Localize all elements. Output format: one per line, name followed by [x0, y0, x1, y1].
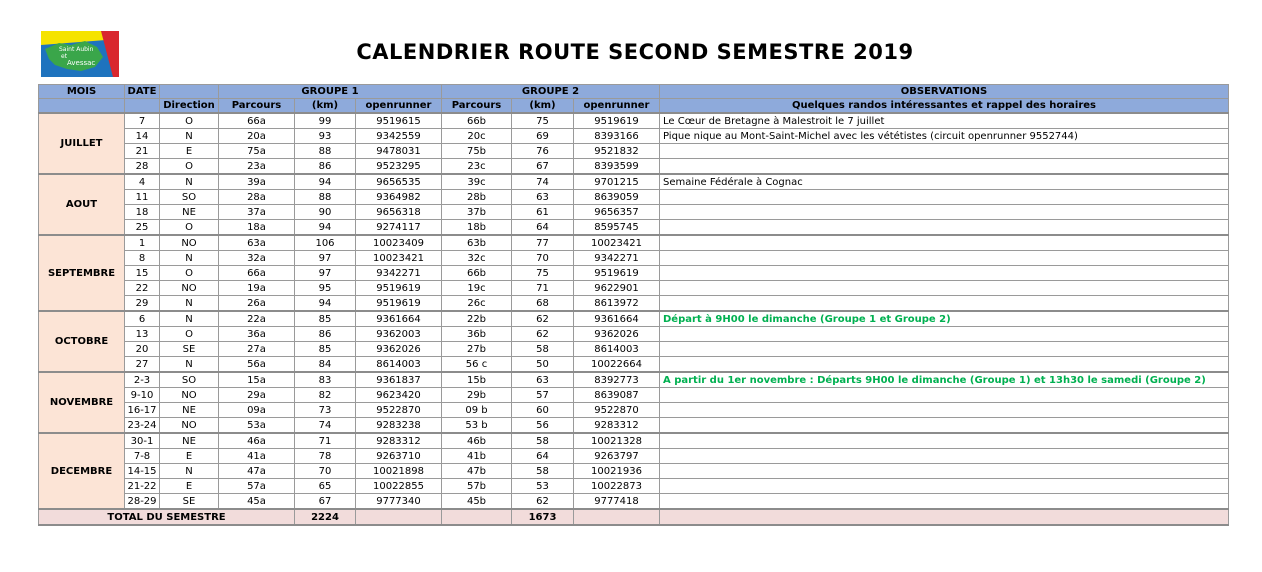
total-blank — [442, 509, 512, 525]
observation-cell — [660, 144, 1229, 159]
km2-cell: 74 — [512, 174, 574, 190]
parcours2-cell: 47b — [442, 464, 512, 479]
openrunner2-cell: 9342271 — [574, 251, 660, 266]
parcours2-cell: 45b — [442, 494, 512, 510]
parcours1-cell: 29a — [219, 388, 295, 403]
km2-cell: 61 — [512, 205, 574, 220]
direction-cell: O — [160, 159, 219, 175]
observation-cell: Pique nique au Mont-Saint-Michel avec les vététistes (circuit openrunner 9552744) — [660, 129, 1229, 144]
observation-cell — [660, 281, 1229, 296]
direction-cell: SE — [160, 342, 219, 357]
openrunner1-cell: 9283312 — [356, 433, 442, 449]
parcours1-cell: 66a — [219, 266, 295, 281]
observation-cell: Départ à 9H00 le dimanche (Groupe 1 et Groupe 2) — [660, 311, 1229, 327]
total-blank — [356, 509, 442, 525]
date-cell: 22 — [125, 281, 160, 296]
date-cell: 18 — [125, 205, 160, 220]
table-row — [39, 494, 1229, 510]
parcours1-cell: 20a — [219, 129, 295, 144]
openrunner2-cell: 9521832 — [574, 144, 660, 159]
table-row — [39, 449, 1229, 464]
openrunner1-cell: 9523295 — [356, 159, 442, 175]
km2-cell: 75 — [512, 266, 574, 281]
direction-cell: NE — [160, 403, 219, 418]
openrunner2-cell: 10021936 — [574, 464, 660, 479]
total-row — [39, 509, 1229, 525]
month-label: NOVEMBRE — [39, 372, 125, 433]
header-direction: Direction — [160, 99, 219, 114]
parcours2-cell: 39c — [442, 174, 512, 190]
km2-cell: 63 — [512, 372, 574, 388]
calendar-table — [38, 84, 1229, 526]
openrunner1-cell: 10023409 — [356, 235, 442, 251]
openrunner2-cell: 8595745 — [574, 220, 660, 236]
header-obs-sub: Quelques randos intéressantes et rappel des horaires — [660, 99, 1229, 114]
table-row — [39, 342, 1229, 357]
direction-cell: SO — [160, 190, 219, 205]
parcours1-cell: 53a — [219, 418, 295, 434]
date-cell: 20 — [125, 342, 160, 357]
km1-cell: 85 — [295, 342, 356, 357]
table-row — [39, 205, 1229, 220]
page-title: CALENDRIER ROUTE SECOND SEMESTRE 2019 — [356, 40, 914, 64]
parcours2-cell: 57b — [442, 479, 512, 494]
parcours2-cell: 46b — [442, 433, 512, 449]
table-row — [39, 174, 1229, 190]
parcours2-cell: 37b — [442, 205, 512, 220]
openrunner1-cell: 9342559 — [356, 129, 442, 144]
table-row — [39, 281, 1229, 296]
observation-cell — [660, 357, 1229, 373]
observation-cell — [660, 220, 1229, 236]
parcours2-cell: 09 b — [442, 403, 512, 418]
observation-cell — [660, 251, 1229, 266]
header-blank — [125, 99, 160, 114]
parcours1-cell: 45a — [219, 494, 295, 510]
total-km1: 2224 — [295, 509, 356, 525]
parcours1-cell: 18a — [219, 220, 295, 236]
openrunner1-cell: 9777340 — [356, 494, 442, 510]
date-cell: 7-8 — [125, 449, 160, 464]
month-label: OCTOBRE — [39, 311, 125, 372]
parcours1-cell: 41a — [219, 449, 295, 464]
openrunner2-cell: 9519619 — [574, 113, 660, 129]
logo-line2: et — [61, 53, 68, 60]
table-row — [39, 372, 1229, 388]
km1-cell: 88 — [295, 144, 356, 159]
direction-cell: E — [160, 479, 219, 494]
parcours2-cell: 19c — [442, 281, 512, 296]
openrunner1-cell: 9519615 — [356, 113, 442, 129]
header-date: DATE — [125, 85, 160, 99]
date-cell: 28-29 — [125, 494, 160, 510]
openrunner1-cell: 9362003 — [356, 327, 442, 342]
parcours1-cell: 23a — [219, 159, 295, 175]
direction-cell: N — [160, 296, 219, 312]
km1-cell: 90 — [295, 205, 356, 220]
table-row — [39, 357, 1229, 373]
parcours2-cell: 66b — [442, 113, 512, 129]
parcours1-cell: 66a — [219, 113, 295, 129]
table-row — [39, 113, 1229, 129]
date-cell: 23-24 — [125, 418, 160, 434]
header-row-1 — [39, 85, 1229, 99]
parcours1-cell: 09a — [219, 403, 295, 418]
km1-cell: 67 — [295, 494, 356, 510]
observation-cell — [660, 159, 1229, 175]
table-row — [39, 266, 1229, 281]
direction-cell: NO — [160, 235, 219, 251]
parcours2-cell: 22b — [442, 311, 512, 327]
direction-cell: E — [160, 144, 219, 159]
direction-cell: N — [160, 311, 219, 327]
km2-cell: 62 — [512, 327, 574, 342]
km2-cell: 58 — [512, 464, 574, 479]
observation-cell — [660, 418, 1229, 434]
table-row — [39, 235, 1229, 251]
openrunner1-cell: 9623420 — [356, 388, 442, 403]
logo-line3: Avessac — [67, 59, 96, 67]
parcours1-cell: 57a — [219, 479, 295, 494]
parcours1-cell: 26a — [219, 296, 295, 312]
km1-cell: 82 — [295, 388, 356, 403]
km2-cell: 68 — [512, 296, 574, 312]
openrunner1-cell: 9522870 — [356, 403, 442, 418]
table-row — [39, 388, 1229, 403]
parcours1-cell: 39a — [219, 174, 295, 190]
openrunner1-cell: 9361664 — [356, 311, 442, 327]
direction-cell: SO — [160, 372, 219, 388]
date-cell: 7 — [125, 113, 160, 129]
km1-cell: 84 — [295, 357, 356, 373]
header-blank — [39, 99, 125, 114]
openrunner1-cell: 9656535 — [356, 174, 442, 190]
direction-cell: O — [160, 220, 219, 236]
date-cell: 16-17 — [125, 403, 160, 418]
km1-cell: 99 — [295, 113, 356, 129]
direction-cell: NE — [160, 433, 219, 449]
parcours2-cell: 29b — [442, 388, 512, 403]
date-cell: 4 — [125, 174, 160, 190]
date-cell: 6 — [125, 311, 160, 327]
openrunner1-cell: 9362026 — [356, 342, 442, 357]
openrunner1-cell: 9263710 — [356, 449, 442, 464]
date-cell: 21-22 — [125, 479, 160, 494]
table-row — [39, 418, 1229, 434]
openrunner1-cell: 9274117 — [356, 220, 442, 236]
openrunner2-cell: 9622901 — [574, 281, 660, 296]
openrunner1-cell: 10022855 — [356, 479, 442, 494]
openrunner2-cell: 8393599 — [574, 159, 660, 175]
date-cell: 28 — [125, 159, 160, 175]
table-row — [39, 190, 1229, 205]
parcours2-cell: 28b — [442, 190, 512, 205]
direction-cell: O — [160, 266, 219, 281]
km1-cell: 106 — [295, 235, 356, 251]
date-cell: 21 — [125, 144, 160, 159]
km2-cell: 77 — [512, 235, 574, 251]
openrunner2-cell: 9519619 — [574, 266, 660, 281]
km2-cell: 71 — [512, 281, 574, 296]
total-blank — [660, 509, 1229, 525]
header-mois: MOIS — [39, 85, 125, 99]
observation-cell — [660, 296, 1229, 312]
km2-cell: 60 — [512, 403, 574, 418]
direction-cell: SE — [160, 494, 219, 510]
observation-cell — [660, 266, 1229, 281]
openrunner2-cell: 8613972 — [574, 296, 660, 312]
observation-cell — [660, 388, 1229, 403]
table-row — [39, 159, 1229, 175]
observation-cell — [660, 327, 1229, 342]
parcours2-cell: 66b — [442, 266, 512, 281]
openrunner1-cell: 9364982 — [356, 190, 442, 205]
direction-cell: E — [160, 449, 219, 464]
table-row — [39, 403, 1229, 418]
openrunner2-cell: 9283312 — [574, 418, 660, 434]
km1-cell: 97 — [295, 251, 356, 266]
observation-cell — [660, 403, 1229, 418]
openrunner2-cell: 8614003 — [574, 342, 660, 357]
km2-cell: 62 — [512, 494, 574, 510]
km1-cell: 78 — [295, 449, 356, 464]
km1-cell: 83 — [295, 372, 356, 388]
direction-cell: N — [160, 129, 219, 144]
parcours1-cell: 22a — [219, 311, 295, 327]
parcours2-cell: 63b — [442, 235, 512, 251]
parcours2-cell: 18b — [442, 220, 512, 236]
date-cell: 27 — [125, 357, 160, 373]
date-cell: 1 — [125, 235, 160, 251]
observation-cell — [660, 205, 1229, 220]
total-km2: 1673 — [512, 509, 574, 525]
date-cell: 30-1 — [125, 433, 160, 449]
km1-cell: 97 — [295, 266, 356, 281]
direction-cell: NO — [160, 418, 219, 434]
parcours1-cell: 36a — [219, 327, 295, 342]
openrunner2-cell: 9361664 — [574, 311, 660, 327]
date-cell: 14 — [125, 129, 160, 144]
km1-cell: 95 — [295, 281, 356, 296]
parcours1-cell: 56a — [219, 357, 295, 373]
parcours1-cell: 27a — [219, 342, 295, 357]
direction-cell: N — [160, 251, 219, 266]
parcours1-cell: 46a — [219, 433, 295, 449]
header-observations: OBSERVATIONS — [660, 85, 1229, 99]
table-row — [39, 327, 1229, 342]
openrunner2-cell: 8393166 — [574, 129, 660, 144]
openrunner1-cell: 10021898 — [356, 464, 442, 479]
parcours2-cell: 41b — [442, 449, 512, 464]
openrunner1-cell: 9519619 — [356, 281, 442, 296]
table-row — [39, 311, 1229, 327]
openrunner2-cell: 10022664 — [574, 357, 660, 373]
parcours1-cell: 32a — [219, 251, 295, 266]
km2-cell: 69 — [512, 129, 574, 144]
parcours2-cell: 56 c — [442, 357, 512, 373]
km1-cell: 88 — [295, 190, 356, 205]
km2-cell: 67 — [512, 159, 574, 175]
observation-cell: Semaine Fédérale à Cognac — [660, 174, 1229, 190]
total-label: TOTAL DU SEMESTRE — [39, 509, 295, 525]
table-row — [39, 251, 1229, 266]
month-label: JUILLET — [39, 113, 125, 174]
month-label: DECEMBRE — [39, 433, 125, 509]
observation-cell — [660, 479, 1229, 494]
table-row — [39, 220, 1229, 236]
km2-cell: 57 — [512, 388, 574, 403]
parcours1-cell: 37a — [219, 205, 295, 220]
logo-line1: Saint Aubin — [59, 46, 94, 53]
header-blank — [160, 85, 219, 99]
observation-cell: A partir du 1er novembre : Départs 9H00 le dimanche (Groupe 1) et 13h30 le samedi (Groupe 2) — [660, 372, 1229, 388]
direction-cell: N — [160, 357, 219, 373]
km1-cell: 94 — [295, 174, 356, 190]
openrunner2-cell: 9263797 — [574, 449, 660, 464]
date-cell: 2-3 — [125, 372, 160, 388]
direction-cell: NO — [160, 281, 219, 296]
parcours2-cell: 36b — [442, 327, 512, 342]
parcours2-cell: 32c — [442, 251, 512, 266]
direction-cell: N — [160, 174, 219, 190]
parcours1-cell: 28a — [219, 190, 295, 205]
parcours1-cell: 47a — [219, 464, 295, 479]
km1-cell: 94 — [295, 220, 356, 236]
header-parcours-2: Parcours — [442, 99, 512, 114]
openrunner2-cell: 9701215 — [574, 174, 660, 190]
openrunner2-cell: 8392773 — [574, 372, 660, 388]
parcours1-cell: 63a — [219, 235, 295, 251]
club-logo — [41, 31, 119, 77]
header-groupe2: GROUPE 2 — [442, 85, 660, 99]
observation-cell — [660, 494, 1229, 510]
km1-cell: 85 — [295, 311, 356, 327]
parcours2-cell: 20c — [442, 129, 512, 144]
km2-cell: 64 — [512, 220, 574, 236]
openrunner2-cell: 10021328 — [574, 433, 660, 449]
openrunner1-cell: 9361837 — [356, 372, 442, 388]
table-row — [39, 433, 1229, 449]
km1-cell: 71 — [295, 433, 356, 449]
km2-cell: 58 — [512, 433, 574, 449]
total-blank — [574, 509, 660, 525]
openrunner2-cell: 8639059 — [574, 190, 660, 205]
header-km-1: (km) — [295, 99, 356, 114]
km2-cell: 63 — [512, 190, 574, 205]
openrunner1-cell: 9283238 — [356, 418, 442, 434]
openrunner1-cell: 10023421 — [356, 251, 442, 266]
header-km-2: (km) — [512, 99, 574, 114]
parcours2-cell: 23c — [442, 159, 512, 175]
header-parcours-1: Parcours — [219, 99, 295, 114]
parcours2-cell: 27b — [442, 342, 512, 357]
date-cell: 14-15 — [125, 464, 160, 479]
observation-cell: Le Cœur de Bretagne à Malestroit le 7 juillet — [660, 113, 1229, 129]
km1-cell: 73 — [295, 403, 356, 418]
table-row — [39, 129, 1229, 144]
openrunner2-cell: 10023421 — [574, 235, 660, 251]
table-row — [39, 296, 1229, 312]
month-label: AOUT — [39, 174, 125, 235]
table-row — [39, 479, 1229, 494]
observation-cell — [660, 464, 1229, 479]
month-label: SEPTEMBRE — [39, 235, 125, 311]
direction-cell: O — [160, 327, 219, 342]
parcours1-cell: 75a — [219, 144, 295, 159]
table-row — [39, 464, 1229, 479]
header-row-2 — [39, 99, 1229, 114]
km1-cell: 86 — [295, 159, 356, 175]
openrunner1-cell: 9519619 — [356, 296, 442, 312]
km2-cell: 62 — [512, 311, 574, 327]
header-openrunner-2: openrunner — [574, 99, 660, 114]
km2-cell: 75 — [512, 113, 574, 129]
observation-cell — [660, 342, 1229, 357]
openrunner2-cell: 9362026 — [574, 327, 660, 342]
openrunner2-cell: 9656357 — [574, 205, 660, 220]
openrunner2-cell: 9777418 — [574, 494, 660, 510]
direction-cell: O — [160, 113, 219, 129]
km2-cell: 56 — [512, 418, 574, 434]
km2-cell: 53 — [512, 479, 574, 494]
direction-cell: NE — [160, 205, 219, 220]
date-cell: 11 — [125, 190, 160, 205]
parcours2-cell: 75b — [442, 144, 512, 159]
parcours1-cell: 19a — [219, 281, 295, 296]
date-cell: 9-10 — [125, 388, 160, 403]
openrunner1-cell: 9342271 — [356, 266, 442, 281]
observation-cell — [660, 190, 1229, 205]
km2-cell: 76 — [512, 144, 574, 159]
date-cell: 25 — [125, 220, 160, 236]
km1-cell: 86 — [295, 327, 356, 342]
km2-cell: 64 — [512, 449, 574, 464]
openrunner1-cell: 8614003 — [356, 357, 442, 373]
openrunner2-cell: 10022873 — [574, 479, 660, 494]
km1-cell: 65 — [295, 479, 356, 494]
date-cell: 29 — [125, 296, 160, 312]
openrunner2-cell: 9522870 — [574, 403, 660, 418]
km2-cell: 58 — [512, 342, 574, 357]
date-cell: 8 — [125, 251, 160, 266]
direction-cell: NO — [160, 388, 219, 403]
parcours2-cell: 15b — [442, 372, 512, 388]
parcours1-cell: 15a — [219, 372, 295, 388]
openrunner1-cell: 9478031 — [356, 144, 442, 159]
km2-cell: 50 — [512, 357, 574, 373]
km1-cell: 70 — [295, 464, 356, 479]
observation-cell — [660, 235, 1229, 251]
observation-cell — [660, 433, 1229, 449]
date-cell: 13 — [125, 327, 160, 342]
km2-cell: 70 — [512, 251, 574, 266]
km1-cell: 94 — [295, 296, 356, 312]
km1-cell: 74 — [295, 418, 356, 434]
openrunner1-cell: 9656318 — [356, 205, 442, 220]
header-openrunner-1: openrunner — [356, 99, 442, 114]
observation-cell — [660, 449, 1229, 464]
date-cell: 15 — [125, 266, 160, 281]
km1-cell: 93 — [295, 129, 356, 144]
header-groupe1: GROUPE 1 — [219, 85, 442, 99]
parcours2-cell: 26c — [442, 296, 512, 312]
direction-cell: N — [160, 464, 219, 479]
parcours2-cell: 53 b — [442, 418, 512, 434]
table-row — [39, 144, 1229, 159]
openrunner2-cell: 8639087 — [574, 388, 660, 403]
